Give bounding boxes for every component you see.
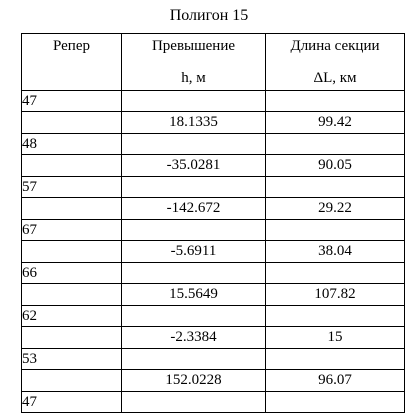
length-cell xyxy=(266,263,405,284)
length-cell xyxy=(266,306,405,327)
length-cell xyxy=(266,91,405,112)
elevation-cell: -2.3384 xyxy=(122,327,266,349)
table-row xyxy=(22,392,405,413)
benchmark-cell: 62 xyxy=(22,306,122,327)
benchmark-cell xyxy=(22,198,122,220)
benchmark-cell xyxy=(22,241,122,263)
benchmark-cell: 66 xyxy=(22,263,122,284)
leveling-table xyxy=(21,33,405,413)
elevation-cell xyxy=(122,306,266,327)
table-row xyxy=(22,370,405,392)
table-row xyxy=(22,155,405,177)
table-row xyxy=(22,284,405,306)
elevation-cell xyxy=(122,134,266,155)
polygon-title: Полигон 15 xyxy=(169,7,249,24)
table-row xyxy=(22,220,405,241)
elevation-cell: -35.0281 xyxy=(122,155,266,177)
benchmark-cell xyxy=(22,284,122,306)
length-cell xyxy=(266,349,405,370)
elevation-cell: 152.0228 xyxy=(122,370,266,392)
elevation-cell xyxy=(122,263,266,284)
benchmark-cell: 47 xyxy=(22,91,122,112)
header-section-length: Длина секции ΔL, км xyxy=(266,34,405,91)
elevation-cell: -5.6911 xyxy=(122,241,266,263)
length-cell xyxy=(266,134,405,155)
table-header-row xyxy=(22,34,405,91)
length-cell: 96.07 xyxy=(266,370,405,392)
length-cell xyxy=(266,220,405,241)
table-row xyxy=(22,198,405,220)
benchmark-cell xyxy=(22,155,122,177)
elevation-cell xyxy=(122,91,266,112)
elevation-cell xyxy=(122,349,266,370)
length-cell xyxy=(266,392,405,413)
header-elevation: Превышение h, м xyxy=(122,34,266,91)
table-row xyxy=(22,263,405,284)
elevation-cell: -142.672 xyxy=(122,198,266,220)
elevation-cell xyxy=(122,392,266,413)
table-row xyxy=(22,306,405,327)
table-row xyxy=(22,112,405,134)
length-cell: 29.22 xyxy=(266,198,405,220)
benchmark-cell: 47 xyxy=(22,392,122,413)
table-row xyxy=(22,134,405,155)
benchmark-cell: 53 xyxy=(22,349,122,370)
benchmark-cell: 57 xyxy=(22,177,122,198)
length-cell xyxy=(266,177,405,198)
elevation-cell: 18.1335 xyxy=(122,112,266,134)
length-cell: 38.04 xyxy=(266,241,405,263)
table-row xyxy=(22,241,405,263)
elevation-cell: 15.5649 xyxy=(122,284,266,306)
table-row xyxy=(22,349,405,370)
table-row xyxy=(22,91,405,112)
table-row xyxy=(22,177,405,198)
header-benchmark: Репер xyxy=(22,34,122,91)
length-cell: 99.42 xyxy=(266,112,405,134)
elevation-cell xyxy=(122,220,266,241)
benchmark-cell: 48 xyxy=(22,134,122,155)
benchmark-cell: 67 xyxy=(22,220,122,241)
benchmark-cell xyxy=(22,370,122,392)
table-row xyxy=(22,327,405,349)
length-cell: 15 xyxy=(266,327,405,349)
elevation-cell xyxy=(122,177,266,198)
benchmark-cell xyxy=(22,112,122,134)
benchmark-cell xyxy=(22,327,122,349)
length-cell: 90.05 xyxy=(266,155,405,177)
length-cell: 107.82 xyxy=(266,284,405,306)
